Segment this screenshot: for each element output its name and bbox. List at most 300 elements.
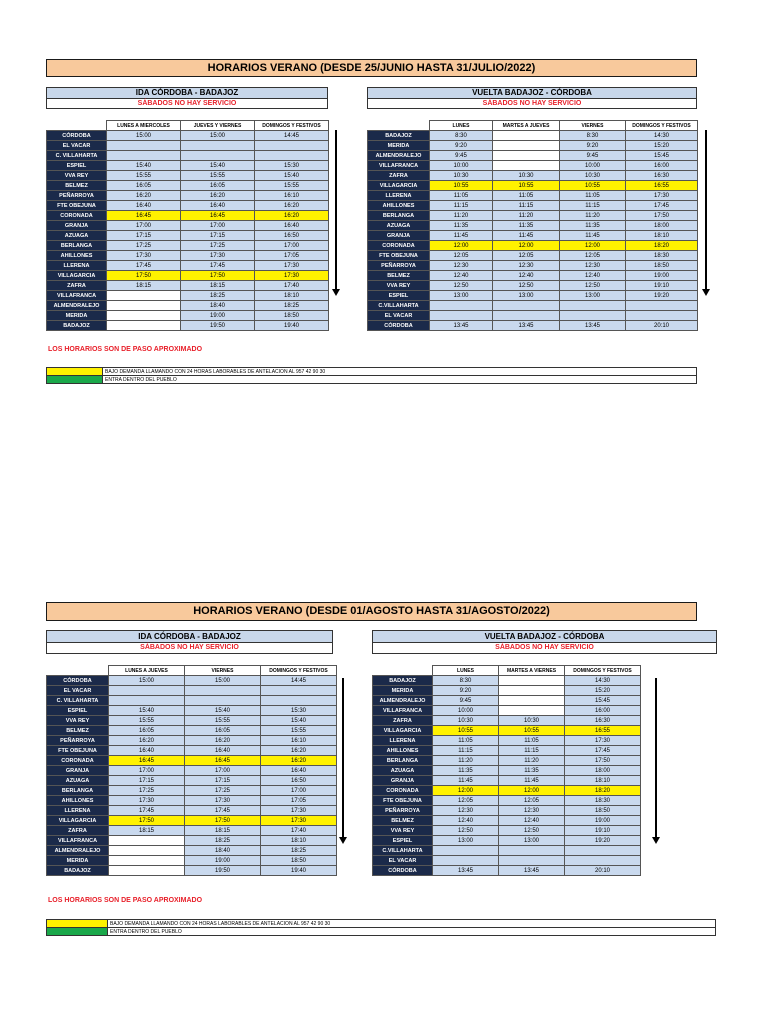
table-row (47, 776, 337, 786)
table-row (47, 846, 337, 856)
departure-time (560, 301, 626, 311)
departure-time: 18:20 (565, 786, 641, 796)
departure-time (255, 141, 329, 151)
departure-time: 16:45 (185, 756, 261, 766)
stop-name: VILLAGARCIA (47, 271, 107, 281)
departure-time: 17:15 (185, 776, 261, 786)
departure-time: 17:25 (109, 786, 185, 796)
stop-name: LLERENA (47, 261, 107, 271)
stop-name: AHILLONES (47, 796, 109, 806)
stop-name: VILLAGARCIA (373, 726, 433, 736)
table-row (47, 271, 329, 281)
table-row (368, 181, 698, 191)
departure-time: 9:45 (430, 151, 493, 161)
departure-time: 17:30 (107, 251, 181, 261)
departure-time: 12:50 (430, 281, 493, 291)
table-row (368, 161, 698, 171)
table-row (47, 686, 337, 696)
departure-time: 18:15 (181, 281, 255, 291)
stop-name: PEÑARROYA (368, 261, 430, 271)
departure-time: 16:05 (107, 181, 181, 191)
legend-swatch-green (47, 928, 108, 936)
stop-name: C. VILLAHARTA (47, 696, 109, 706)
departure-time: 18:00 (565, 766, 641, 776)
departure-time: 19:00 (565, 816, 641, 826)
departure-time: 17:30 (261, 816, 337, 826)
table-row (47, 161, 329, 171)
table-row (47, 676, 337, 686)
departure-time: 12:05 (430, 251, 493, 261)
departure-time: 11:45 (499, 776, 565, 786)
departure-time: 17:30 (261, 806, 337, 816)
departure-time (560, 311, 626, 321)
table-row (47, 706, 337, 716)
departure-time: 16:05 (185, 726, 261, 736)
departure-time (255, 151, 329, 161)
stop-name: GRANJA (368, 231, 430, 241)
table-row (373, 696, 641, 706)
departure-time: 16:55 (565, 726, 641, 736)
departure-time: 16:45 (181, 211, 255, 221)
departure-time (433, 856, 499, 866)
table-row (368, 221, 698, 231)
stop-name: VVA REY (373, 826, 433, 836)
departure-time (109, 856, 185, 866)
departure-time: 16:40 (255, 221, 329, 231)
departure-time: 15:20 (565, 686, 641, 696)
stop-name: ESPIEL (47, 706, 109, 716)
table-row (47, 786, 337, 796)
return-title: VUELTA BADAJOZ - CÓRDOBA (372, 630, 717, 643)
departure-time: 13:45 (433, 866, 499, 876)
stop-name: GRANJA (47, 221, 107, 231)
departure-time: 16:05 (181, 181, 255, 191)
departure-time: 11:35 (433, 766, 499, 776)
departure-time: 16:20 (255, 211, 329, 221)
table-row (47, 291, 329, 301)
departure-time: 11:35 (560, 221, 626, 231)
departure-time (433, 846, 499, 856)
departure-time: 17:15 (109, 776, 185, 786)
departure-time: 15:55 (107, 171, 181, 181)
table-row (373, 716, 641, 726)
stop-name: BERLANGA (373, 756, 433, 766)
return-title: VUELTA BADAJOZ - CÓRDOBA (367, 87, 697, 99)
departure-time: 16:20 (109, 736, 185, 746)
table-row (373, 726, 641, 736)
departure-time: 19:40 (261, 866, 337, 876)
departure-time (185, 686, 261, 696)
departure-time: 17:45 (181, 261, 255, 271)
table-row (47, 171, 329, 181)
departure-time: 16:20 (261, 756, 337, 766)
stop-name: VILLAGARCIA (368, 181, 430, 191)
table-row (47, 866, 337, 876)
table-row (47, 856, 337, 866)
departure-time (181, 141, 255, 151)
departure-time: 11:20 (433, 756, 499, 766)
departure-time: 16:00 (626, 161, 698, 171)
stop-name: AZUAGA (373, 766, 433, 776)
departure-time: 10:00 (430, 161, 493, 171)
table-row (47, 211, 329, 221)
table-row (368, 241, 698, 251)
legend-text: BAJO DEMANDA LLAMANDO CON 24 HORAS LABORABLES DE ANTELACION AL 957 42 90 30 (103, 368, 697, 376)
departure-time: 17:45 (107, 261, 181, 271)
departure-time: 9:20 (560, 141, 626, 151)
legend-swatch-yellow (47, 920, 108, 928)
departure-time: 10:55 (433, 726, 499, 736)
departure-time: 12:05 (560, 251, 626, 261)
departure-time: 12:00 (430, 241, 493, 251)
table-row (47, 251, 329, 261)
departure-time: 15:40 (109, 706, 185, 716)
departure-time: 9:45 (433, 696, 499, 706)
table-row (373, 776, 641, 786)
departure-time: 16:05 (109, 726, 185, 736)
stop-name: BELMEZ (47, 181, 107, 191)
departure-time: 17:00 (261, 786, 337, 796)
outbound-timetable (46, 665, 337, 876)
table-row (47, 746, 337, 756)
departure-time: 19:10 (565, 826, 641, 836)
stop-name: BELMEZ (47, 726, 109, 736)
departure-time: 17:00 (185, 766, 261, 776)
departure-time: 16:10 (255, 191, 329, 201)
outbound-no-service-note: SÁBADOS NO HAY SERVICIO (46, 643, 333, 654)
departure-time: 17:50 (181, 271, 255, 281)
column-header: LUNES A JUEVES (109, 666, 185, 676)
departure-time: 18:50 (626, 261, 698, 271)
departure-time: 12:00 (499, 786, 565, 796)
table-row (47, 796, 337, 806)
table-row (373, 756, 641, 766)
outbound-no-service-note: SÁBADOS NO HAY SERVICIO (46, 99, 328, 109)
table-row (368, 281, 698, 291)
departure-time: 18:50 (565, 806, 641, 816)
departure-time: 15:20 (626, 141, 698, 151)
departure-time: 16:20 (261, 746, 337, 756)
departure-time (493, 311, 560, 321)
departure-time: 18:40 (181, 301, 255, 311)
stop-name: EL VACAR (368, 311, 430, 321)
table-row (368, 291, 698, 301)
departure-time (493, 161, 560, 171)
legend-text: ENTRA DENTRO DEL PUEBLO (103, 376, 697, 384)
departure-time: 12:50 (560, 281, 626, 291)
table-row (47, 201, 329, 211)
departure-time: 13:45 (493, 321, 560, 331)
departure-time (499, 686, 565, 696)
stop-name: PEÑARROYA (373, 806, 433, 816)
stop-name: CORONADA (368, 241, 430, 251)
departure-time: 10:00 (560, 161, 626, 171)
departure-time: 17:25 (181, 241, 255, 251)
legend (46, 919, 716, 936)
departure-time: 16:50 (261, 776, 337, 786)
departure-time: 16:20 (107, 191, 181, 201)
table-row (368, 311, 698, 321)
table-row (373, 676, 641, 686)
departure-time: 18:25 (261, 846, 337, 856)
departure-time: 11:05 (493, 191, 560, 201)
stop-name: LLERENA (47, 806, 109, 816)
table-row (368, 211, 698, 221)
departure-time: 9:20 (433, 686, 499, 696)
stop-name: LLERENA (368, 191, 430, 201)
departure-time: 11:45 (493, 231, 560, 241)
departure-time: 17:45 (109, 806, 185, 816)
outbound-timetable (46, 120, 329, 331)
departure-time: 17:30 (181, 251, 255, 261)
departure-time: 16:40 (181, 201, 255, 211)
departure-time: 10:30 (430, 171, 493, 181)
departure-time: 12:00 (433, 786, 499, 796)
departure-time: 15:30 (261, 706, 337, 716)
departure-time: 17:30 (255, 261, 329, 271)
departure-time: 10:30 (560, 171, 626, 181)
stop-name: CORONADA (47, 211, 107, 221)
table-row (47, 221, 329, 231)
departure-time: 17:40 (255, 281, 329, 291)
table-row (368, 271, 698, 281)
departure-time: 10:55 (499, 726, 565, 736)
stop-name: BADAJOZ (368, 131, 430, 141)
departure-time: 17:30 (626, 191, 698, 201)
departure-time: 12:40 (433, 816, 499, 826)
departure-time: 18:30 (626, 251, 698, 261)
approximate-times-note: LOS HORARIOS SON DE PASO APROXIMADO (48, 346, 203, 353)
stop-name: GRANJA (47, 766, 109, 776)
table-row (368, 171, 698, 181)
table-row (373, 766, 641, 776)
departure-time: 15:40 (107, 161, 181, 171)
departure-time (626, 311, 698, 321)
departure-time: 11:05 (499, 736, 565, 746)
legend-text: ENTRA DENTRO DEL PUEBLO (108, 928, 716, 936)
stop-name: ZAFRA (47, 826, 109, 836)
stop-name: MERIDA (373, 686, 433, 696)
departure-time: 16:20 (185, 736, 261, 746)
departure-time: 15:55 (261, 726, 337, 736)
stop-name: PEÑARROYA (47, 736, 109, 746)
departure-time: 8:30 (560, 131, 626, 141)
stop-name: GRANJA (373, 776, 433, 786)
table-row (368, 251, 698, 261)
departure-time: 20:10 (626, 321, 698, 331)
departure-time: 17:25 (107, 241, 181, 251)
column-header: LUNES (430, 121, 493, 131)
departure-time: 18:10 (565, 776, 641, 786)
departure-time: 18:00 (626, 221, 698, 231)
stop-name: BADAJOZ (47, 321, 107, 331)
departure-time: 11:35 (499, 766, 565, 776)
departure-time: 17:15 (181, 231, 255, 241)
column-header: VIERNES (560, 121, 626, 131)
departure-time: 15:30 (255, 161, 329, 171)
departure-time: 12:50 (499, 826, 565, 836)
stop-name: VILLAFRANCA (47, 291, 107, 301)
stop-name: CORONADA (373, 786, 433, 796)
departure-time (107, 141, 181, 151)
table-row (47, 311, 329, 321)
departure-time: 19:20 (565, 836, 641, 846)
departure-time: 17:30 (185, 796, 261, 806)
departure-time (107, 301, 181, 311)
departure-time: 12:30 (499, 806, 565, 816)
departure-time: 13:00 (499, 836, 565, 846)
departure-time: 17:50 (626, 211, 698, 221)
stop-name: ESPIEL (368, 291, 430, 301)
departure-time (430, 301, 493, 311)
departure-time: 18:25 (255, 301, 329, 311)
stop-name: AZUAGA (47, 776, 109, 786)
stop-name: ALMENDRALEJO (47, 301, 107, 311)
departure-time: 15:40 (255, 171, 329, 181)
departure-time: 9:45 (560, 151, 626, 161)
stop-name: MERIDA (47, 856, 109, 866)
departure-time: 17:30 (565, 736, 641, 746)
departure-time: 11:15 (430, 201, 493, 211)
departure-time: 12:40 (493, 271, 560, 281)
departure-time: 17:40 (261, 826, 337, 836)
departure-time: 17:00 (181, 221, 255, 231)
departure-time: 18:10 (261, 836, 337, 846)
outbound-title: IDA CÓRDOBA - BADAJOZ (46, 630, 333, 643)
departure-time: 11:20 (493, 211, 560, 221)
legend-swatch-yellow (47, 368, 103, 376)
departure-time (261, 686, 337, 696)
table-row (373, 826, 641, 836)
departure-time: 12:30 (493, 261, 560, 271)
departure-time: 16:20 (181, 191, 255, 201)
departure-time (565, 846, 641, 856)
departure-time: 12:40 (560, 271, 626, 281)
stop-name: AHILLONES (47, 251, 107, 261)
table-row (373, 816, 641, 826)
departure-time: 17:45 (626, 201, 698, 211)
departure-time: 18:15 (185, 826, 261, 836)
departure-time: 11:15 (499, 746, 565, 756)
table-row (47, 806, 337, 816)
departure-time: 8:30 (430, 131, 493, 141)
departure-time: 15:55 (181, 171, 255, 181)
departure-time: 16:40 (107, 201, 181, 211)
table-row (368, 321, 698, 331)
departure-time: 18:40 (185, 846, 261, 856)
stop-name: LLERENA (373, 736, 433, 746)
table-row (47, 716, 337, 726)
table-row (373, 786, 641, 796)
departure-time: 15:40 (261, 716, 337, 726)
departure-time: 10:55 (493, 181, 560, 191)
departure-time: 13:45 (430, 321, 493, 331)
departure-time: 11:20 (560, 211, 626, 221)
departure-time (107, 151, 181, 161)
direction-arrow-icon (705, 130, 707, 290)
departure-time: 17:45 (565, 746, 641, 756)
departure-time: 16:10 (261, 736, 337, 746)
departure-time (499, 856, 565, 866)
departure-time: 15:00 (109, 676, 185, 686)
departure-time (493, 151, 560, 161)
departure-time (109, 866, 185, 876)
stop-name: AHILLONES (373, 746, 433, 756)
stop-name: CÓRDOBA (373, 866, 433, 876)
departure-time: 15:40 (181, 161, 255, 171)
stop-name: ALMENDRALEJO (47, 846, 109, 856)
departure-time (181, 151, 255, 161)
legend-row-on-demand (47, 368, 697, 376)
departure-time: 19:50 (181, 321, 255, 331)
departure-time: 15:55 (255, 181, 329, 191)
column-header: VIERNES (185, 666, 261, 676)
departure-time (499, 846, 565, 856)
column-header: DOMINGOS Y FESTIVOS (261, 666, 337, 676)
table-row (47, 131, 329, 141)
departure-time (107, 291, 181, 301)
return-no-service-note: SÁBADOS NO HAY SERVICIO (372, 643, 717, 654)
departure-time: 20:10 (565, 866, 641, 876)
departure-time: 11:45 (430, 231, 493, 241)
table-row (47, 736, 337, 746)
departure-time: 11:15 (560, 201, 626, 211)
departure-time: 18:10 (255, 291, 329, 301)
departure-time: 19:20 (626, 291, 698, 301)
departure-time: 18:50 (261, 856, 337, 866)
departure-time: 16:40 (109, 746, 185, 756)
departure-time: 10:00 (433, 706, 499, 716)
departure-time: 11:20 (499, 756, 565, 766)
table-row (47, 766, 337, 776)
departure-time: 13:00 (560, 291, 626, 301)
departure-time: 12:00 (560, 241, 626, 251)
table-row (368, 231, 698, 241)
departure-time: 16:50 (255, 231, 329, 241)
table-row (368, 141, 698, 151)
table-row (373, 686, 641, 696)
stop-name: CÓRDOBA (47, 131, 107, 141)
stop-name: ESPIEL (47, 161, 107, 171)
stop-name: VVA REY (368, 281, 430, 291)
stop-name: BELMEZ (373, 816, 433, 826)
column-header: JUEVES Y VIERNES (181, 121, 255, 131)
table-row (373, 836, 641, 846)
section-title: HORARIOS VERANO (DESDE 25/JUNIO HASTA 31/JULIO/2022) (46, 59, 697, 77)
departure-time: 16:40 (261, 766, 337, 776)
departure-time: 18:10 (626, 231, 698, 241)
table-row (47, 191, 329, 201)
table-row (368, 261, 698, 271)
return-no-service-note: SÁBADOS NO HAY SERVICIO (367, 99, 697, 109)
departure-time: 11:15 (433, 746, 499, 756)
departure-time (565, 856, 641, 866)
departure-time: 14:45 (255, 131, 329, 141)
departure-time (109, 686, 185, 696)
departure-time: 15:00 (181, 131, 255, 141)
departure-time (430, 311, 493, 321)
departure-time: 17:15 (107, 231, 181, 241)
departure-time: 17:30 (109, 796, 185, 806)
departure-time: 11:35 (430, 221, 493, 231)
departure-time: 19:50 (185, 866, 261, 876)
stop-name: VILLAFRANCA (373, 706, 433, 716)
departure-time: 14:45 (261, 676, 337, 686)
departure-time (499, 696, 565, 706)
departure-time (499, 676, 565, 686)
stop-name: VILLAGARCIA (47, 816, 109, 826)
departure-time: 16:40 (185, 746, 261, 756)
